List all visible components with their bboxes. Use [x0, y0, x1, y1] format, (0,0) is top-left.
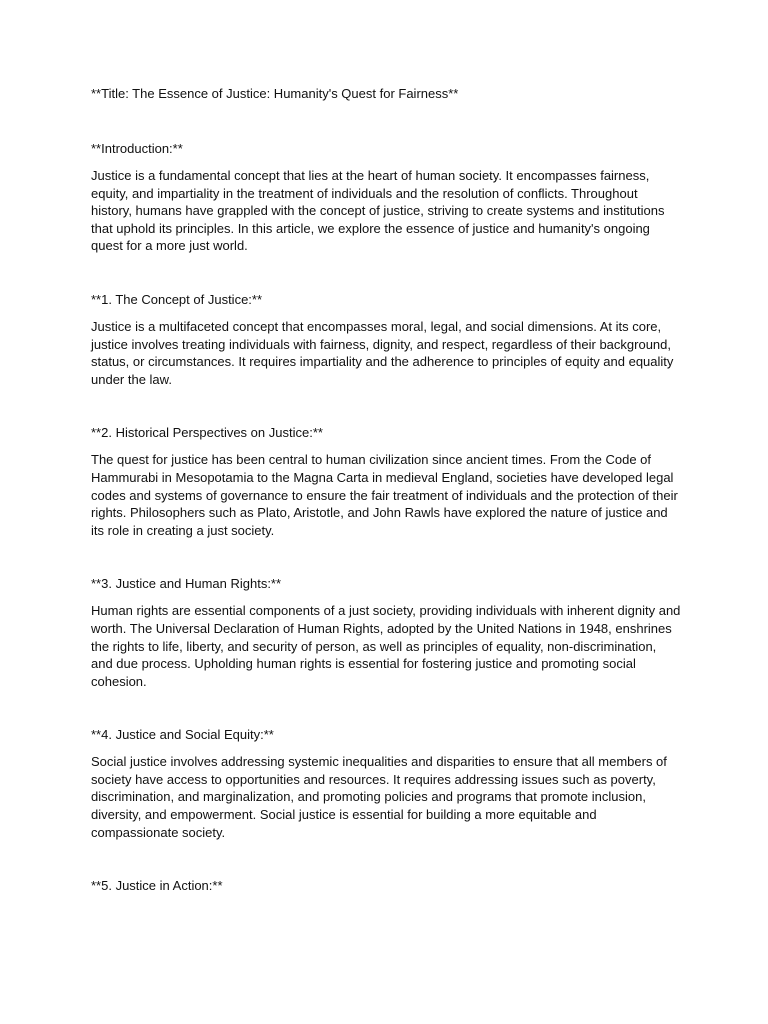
section-body-concept: Justice is a multifaceted concept that encompasses moral, legal, and social dimensions. At its core, justice involves treating individuals with fairness, dignity, and respect, regardless of their background, status, or circumstances. It requires impartiality and the adherence to principles of equity and equality under the law.	[91, 318, 674, 387]
section-body-introduction: Justice is a fundamental concept that lies at the heart of human society. It encompasses fairness, equity, and impartiality in the treatment of individuals and the resolution of conflicts. Throughout history, humans have grappled with the concept of justice, striving to create systems and institutions that uphold its principles. In this article, we explore the essence of justice and humanity's ongoing quest for a more just world.	[91, 168, 665, 254]
section-heading-human-rights: **3. Justice and Human Rights:**	[91, 576, 282, 592]
section-body-historical: The quest for justice has been central to human civilization since ancient times. From the Code of Hammurabi in Mesopotamia to the Magna Carta in medieval England, societies have developed legal codes and systems of governance to ensure the fair treatment of individuals and the protection of their rights. Philosophers such as Plato, Aristotle, and John Rawls have explored the nature of justice and its role in creating a just society.	[91, 452, 678, 538]
document-page	[91, 85, 681, 895]
section-heading-historical: **2. Historical Perspectives on Justice:**	[91, 425, 323, 441]
section-heading-justice-in-action: **5. Justice in Action:**	[91, 878, 223, 894]
section-body-human-rights: Human rights are essential components of a just society, providing individuals with inherent dignity and worth. The Universal Declaration of Human Rights, adopted by the United Nations in 1948, enshrines the rights to life, liberty, and security of person, as well as principles of equality, non-discrimination, and due process. Upholding human rights is essential for fostering justice and promoting social cohesion.	[91, 603, 681, 689]
section-heading-social-equity: **4. Justice and Social Equity:**	[91, 727, 274, 743]
section-heading-concept: **1. The Concept of Justice:**	[91, 291, 263, 307]
section-body-social-equity: Social justice involves addressing systemic inequalities and disparities to ensure that all members of society have access to opportunities and resources. It requires addressing issues such as poverty, discrimination, and marginalization, and promoting policies and programs that promote inclusion, diversity, and empowerment. Social justice is essential for building a more equitable and compassionate society.	[91, 754, 667, 840]
document-title: **Title: The Essence of Justice: Humanity's Quest for Fairness**	[91, 86, 459, 101]
section-heading-introduction: **Introduction:**	[91, 141, 183, 156]
